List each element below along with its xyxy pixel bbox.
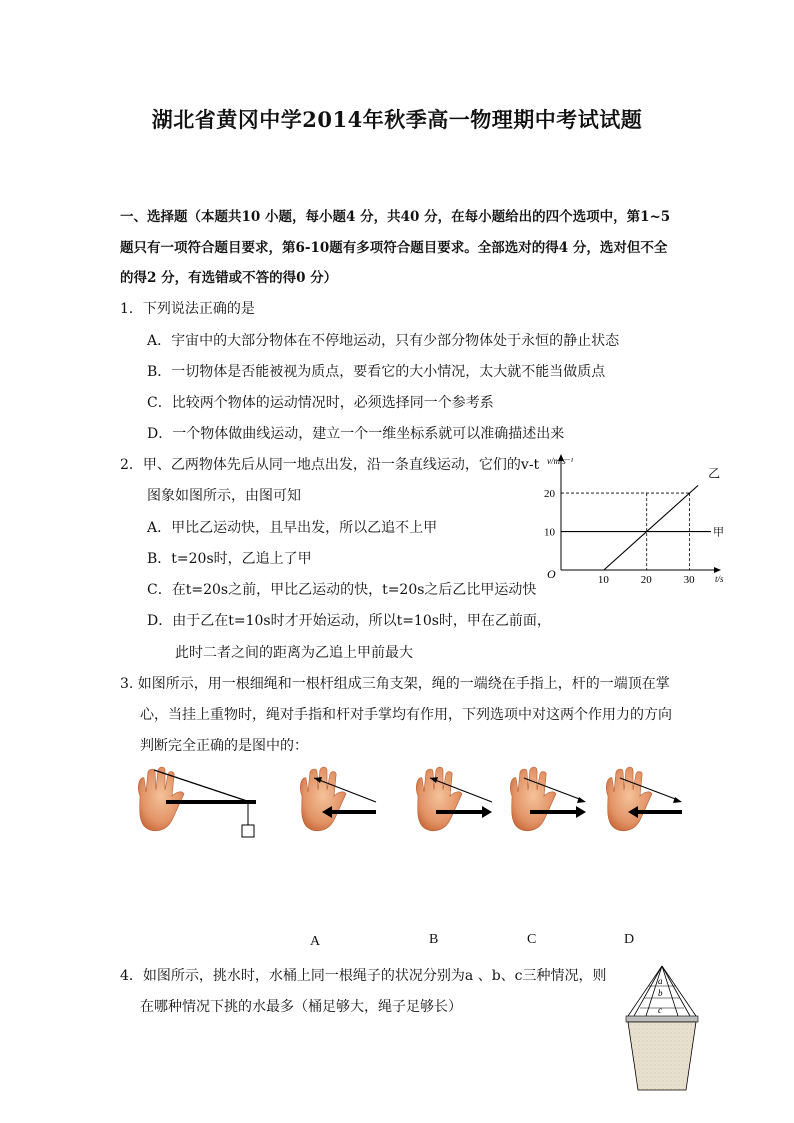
x-tick-label: 20 <box>640 574 652 586</box>
y-axis-label: v/m·s⁻¹ <box>547 456 574 466</box>
q2-stem-line-2: 图象如图所示，由图可知 <box>147 488 301 504</box>
origin-label: O <box>547 567 556 581</box>
q4-bucket-figure <box>622 964 702 1094</box>
q2-option-d-cont: 此时二者之间的距离为乙追上甲前最大 <box>175 645 413 661</box>
q2-option-a: A．甲比乙运动快，且早出发，所以乙追不上甲 <box>147 520 438 536</box>
q3-figure-option-b <box>408 766 498 836</box>
q3-figure-option-a <box>292 766 382 836</box>
series-line-2 <box>604 485 698 570</box>
q1-option-c: C．比较两个物体的运动情况时，必须选择同一个参考系 <box>147 395 494 411</box>
x-axis-arrow <box>714 567 721 573</box>
x-tick-label: 10 <box>597 574 609 586</box>
x-tick-label: 30 <box>683 574 695 586</box>
q3-stem-line-1: 3. 如图所示，用一根细绳和一根杆组成三角支架，绳的一端绕在手指上，杆的一端顶在掌 <box>120 676 670 692</box>
q3-figure-option-c <box>502 766 592 836</box>
vt-graph <box>525 452 725 592</box>
q3-label-c: C <box>527 932 537 947</box>
y-tick-label: 10 <box>544 526 555 539</box>
q4-label-c: c <box>658 1005 662 1015</box>
q2-option-c: C．在t=20s之前，甲比乙运动的快，t=20s之后乙比甲运动快 <box>147 582 537 598</box>
q4-stem-line-1: 4．如图所示，挑水时，水桶上同一根绳子的状况分别为a 、b、c三种情况，则 <box>120 968 607 984</box>
x-axis-label: t/s <box>715 574 724 584</box>
q3-figure-option-d <box>598 766 688 836</box>
q2-stem-line-1: 2．甲、乙两物体先后从同一地点出发，沿一条直线运动，它们的v-t <box>120 457 540 473</box>
page-title: 湖北省黄冈中学2014年秋季高一物理期中考试试题 <box>151 107 643 132</box>
q4-label-a: a <box>658 976 663 986</box>
q2-option-b: B．t=20s时，乙追上了甲 <box>147 551 312 567</box>
q3-stem-line-2: 心，当挂上重物时，绳对手指和杆对手掌均有作用，下列选项中对这两个作用力的方向 <box>140 707 672 723</box>
q3-label-a: A <box>310 934 321 949</box>
section-heading-line-2: 题只有一项符合题目要求，第6-10题有多项符合题目要求。全部选对的得4 分，选对但不全 <box>120 240 668 256</box>
section-heading-line-3: 的得2 分，有选错或不答的得0 分） <box>120 270 338 286</box>
q3-stem-line-3: 判断完全正确的是图中的： <box>140 738 308 754</box>
q2-option-d: D．由于乙在t=10s时才开始运动，所以t=10s时，甲在乙前面， <box>147 613 551 629</box>
q1-option-a: A．宇宙中的大部分物体在不停地运动，只有少部分物体处于永恒的静止状态 <box>147 333 620 349</box>
q3-figure-main <box>130 762 270 844</box>
q1-stem: 1．下列说法正确的是 <box>120 301 255 317</box>
q1-option-b: B．一切物体是否能被视为质点，要看它的大小情况，太大就不能当做质点 <box>147 364 606 380</box>
q1-option-d: D．一个物体做曲线运动，建立一个一维坐标系就可以准确描述出来 <box>147 426 565 442</box>
q4-stem-line-2: 在哪种情况下挑的水最多（桶足够大，绳子足够长） <box>140 999 462 1015</box>
series-label-yi: 乙 <box>708 466 721 481</box>
q3-label-b: B <box>429 932 439 947</box>
q4-label-b: b <box>658 988 663 998</box>
section-heading-line-1: 一、选择题（本题共10 小题，每小题4 分，共40 分，在每小题给出的四个选项中，第1~5 <box>120 209 671 225</box>
q3-label-d: D <box>624 932 635 947</box>
series-label-jia: 甲 <box>713 526 724 539</box>
y-tick-label: 20 <box>544 488 555 501</box>
